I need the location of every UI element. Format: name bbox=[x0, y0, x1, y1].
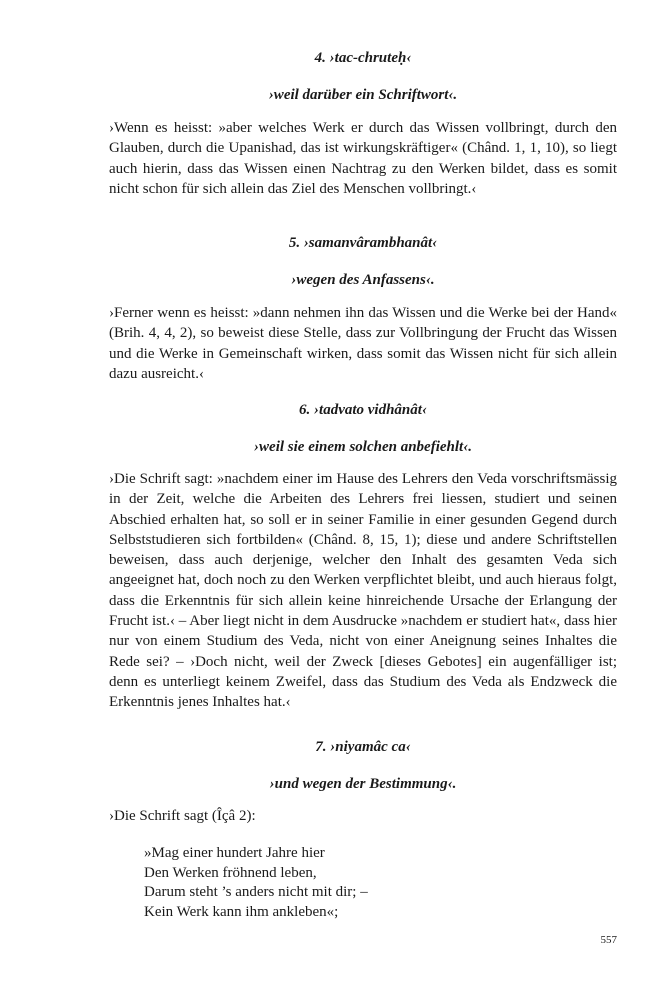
sutra-heading-7: 7. ›niyamâc ca‹ bbox=[315, 739, 411, 755]
verse-line: Kein Werk kann ihm ankleben«; bbox=[144, 903, 339, 920]
commentary-paragraph-6: ›Die Schrift sagt: »nachdem einer im Hause des Lehrers den Veda vorschriftsmässig in der Zeit, welche die Arbeiten des Lehrers frei liessen, studiert und seinen Abschied erhalten hat, so soll er in seiner Familie in einer gesunden Gegend durch Selbststudieren sich fortbilden« (Chând. 8, 15, 1); diese und andere Schriftstellen beweisen, dass auch derjenige, welcher den Inhalt des gesamten Veda sich angeeignet hat, doch noch zu den Werken verpflichtet bleibt, und auch hieraus folgt, dass die Erkenntnis für sich allein keine hinreichende Ursache der Erlangung der Frucht ist.‹ – Aber liegt nicht in dem Ausdrucke »nachdem er studiert hat«, dass hier nur von einem Studium des Veda, nicht von einer Aneignung seines Inhaltes die Rede sei? – ›Doch nicht, weil der Zweck [dieses Gebotes] ein augenfälliger ist; denn es unterliegt keinem Zweifel, dass das Studium des Veda als Endzweck die Erkenntnis jenes Inhaltes hat.‹ bbox=[109, 471, 617, 711]
verse-line: »Mag einer hundert Jahre hier bbox=[144, 845, 325, 861]
sutra-translation-4: ›weil darüber ein Schriftwort‹. bbox=[268, 87, 458, 103]
commentary-paragraph-7: ›Die Schrift sagt (Îçâ 2): bbox=[109, 808, 256, 824]
sutra-translation-7: ›und wegen der Bestimmung‹. bbox=[269, 776, 457, 792]
sutra-translation-5: ›wegen des Anfassens‹. bbox=[291, 272, 435, 288]
verse-line: Darum steht ’s anders nicht mit dir; – bbox=[144, 884, 368, 900]
document-page bbox=[109, 0, 617, 990]
sutra-translation-6: ›weil sie einem solchen anbefiehlt‹. bbox=[254, 439, 472, 455]
sutra-heading-5: 5. ›samanvârambhanât‹ bbox=[288, 235, 438, 251]
page-number: 557 bbox=[600, 934, 617, 946]
verse-quotation bbox=[144, 844, 614, 922]
sutra-heading-6: 6. ›tadvato vidhânât‹ bbox=[299, 402, 427, 418]
verse-line: Den Werken fröhnend leben, bbox=[144, 864, 317, 881]
commentary-paragraph-5: ›Ferner wenn es heisst: »dann nehmen ihn das Wissen und die Werke bei der Hand« (Brih. 4, 4, 2), so beweist diese Stelle, dass zur Vollbringung der Frucht das Wissen und die Werke in Gemeinschaft wirken, dass somit das Wissen nicht für sich allein dazu ausreicht.‹ bbox=[109, 305, 617, 382]
commentary-paragraph-4: ›Wenn es heisst: »aber welches Werk er durch das Wissen vollbringt, durch den Glauben, durch die Upanishad, das ist wirkungskräftiger« (Chând. 1, 1, 10), so liegt auch hierin, dass das Wissen einen Nachtrag zu den Werken bildet, dass es somit nicht schon für sich allein das Ziel des Menschen vollbringt.‹ bbox=[109, 120, 617, 197]
sutra-heading-4: 4. ›tac-chruteḥ‹ bbox=[314, 50, 412, 66]
